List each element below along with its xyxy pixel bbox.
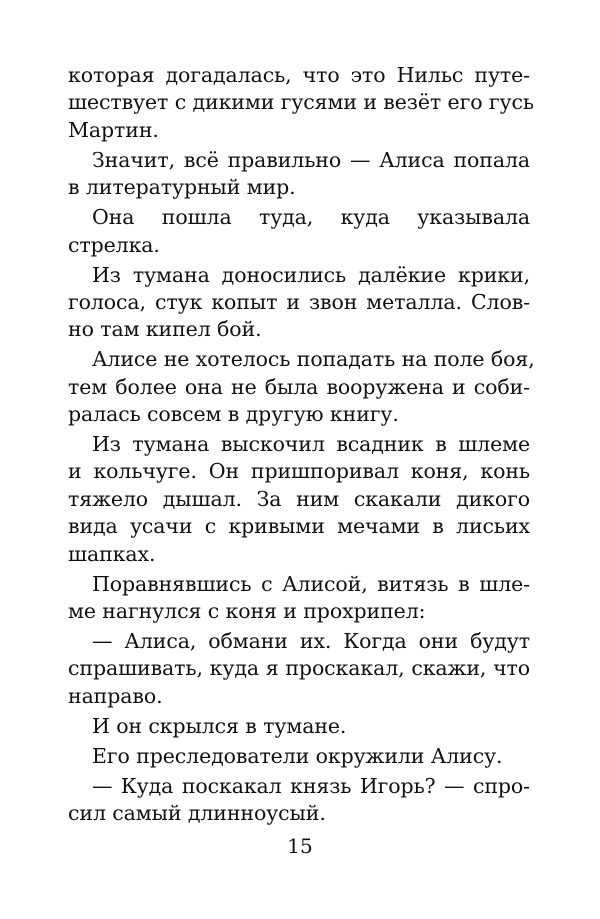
- text-line: — Куда поскакал князь Игорь? — спро-: [92, 773, 530, 798]
- text-line: Из тумана выскочил всадник в шлеме: [92, 432, 530, 457]
- text-line: Мартин.: [68, 117, 159, 142]
- text-line: но там кипел бой.: [68, 317, 262, 342]
- page-number: 15: [287, 834, 313, 858]
- text-line: шапках.: [68, 541, 156, 566]
- text-line: ме нагнулся с коня и прохрипел:: [68, 598, 426, 623]
- text-line: сил самый длинноусый.: [68, 801, 326, 826]
- text-line: и кольчуге. Он пришпоривал коня, конь: [68, 459, 530, 484]
- text-line: И он скрылся в тумане.: [92, 713, 347, 738]
- text-line: в литературный мир.: [68, 175, 296, 200]
- text-line: направо.: [68, 683, 163, 708]
- text-line: которая догадалась, что это Нильс путе-: [68, 63, 530, 87]
- text-line: Она пошла туда, куда указывала: [92, 205, 530, 230]
- text-line: Поравнявшись с Алисой, витязь в шле-: [92, 571, 530, 596]
- text-line: Его преследователи окружили Алису.: [92, 743, 503, 768]
- text-line: вида усачи с кривыми мечами в лисьих: [68, 514, 530, 539]
- text-line: Значит, всё правильно — Алиса попала: [92, 147, 530, 172]
- text-line: Из тумана доносились далёкие крики,: [92, 262, 530, 287]
- text-line: тем более она не была вооружена и соби-: [68, 374, 530, 399]
- text-line: спрашивать, куда я проскакал, скажи, что: [68, 656, 530, 681]
- text-line: стрелка.: [68, 232, 160, 257]
- body-text: [68, 62, 535, 827]
- text-line: Алисе не хотелось попадать на поле боя,: [92, 347, 535, 372]
- text-line: тяжело дышал. За ним скакали дикого: [68, 486, 530, 511]
- text-line: шествует с дикими гусями и везёт его гусь: [68, 90, 534, 115]
- text-line: ралась совсем в другую книгу.: [68, 402, 399, 427]
- text-line: — Алиса, обмани их. Когда они будут: [92, 628, 530, 653]
- text-line: голоса, стук копыт и звон металла. Слов-: [68, 289, 530, 314]
